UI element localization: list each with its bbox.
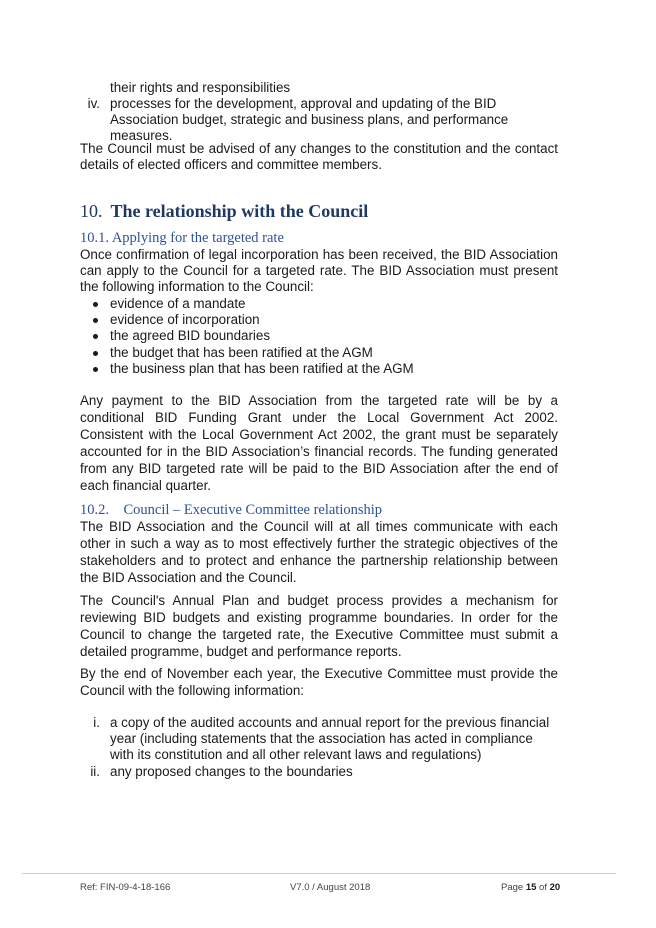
section-number: 10.: [80, 201, 103, 221]
paragraph-applying: Once confirmation of legal incorporation has been received, the BID Association can apply to the Council for a targeted rate. The BID Association must present the following information to the Council:: [80, 247, 558, 295]
november-roman-list: [80, 715, 558, 780]
list-item: [80, 764, 558, 780]
page-label: Page: [501, 882, 526, 893]
section-heading: [80, 203, 558, 219]
list-continuation: their rights and responsibilities: [110, 80, 291, 95]
subsection-heading-10-1: 10.1. Applying for the targeted rate: [80, 230, 284, 246]
paragraph-payment: Any payment to the BID Association from the targeted rate will be by a conditional BID Funding Grant under the Local Government Act 2002. Consistent with the Local Government Act 2002, the grant must be separately accounted for in the BID Association’s financial records. The funding generated from any BID targeted rate will be paid to the BID Association after the end of each financial quarter.: [80, 393, 558, 493]
bullet-icon: [93, 367, 98, 372]
list-item-number: i.: [93, 715, 100, 730]
list-item-number: iv.: [87, 96, 100, 111]
bullet-icon: [93, 318, 98, 323]
footer-page-number: [501, 880, 560, 896]
bullet-text: the agreed BID boundaries: [110, 328, 271, 344]
intro-roman-list: [80, 96, 558, 145]
list-item: [92, 328, 558, 344]
paragraph-constitution: The Council must be advised of any changes to the constitution and the contact details of elected officers and committee members.: [80, 141, 558, 173]
bullet-text: evidence of a mandate: [110, 296, 246, 311]
bullet-icon: [93, 351, 98, 356]
footer-divider: [22, 873, 616, 874]
bullet-icon: [93, 302, 98, 307]
section-title: The relationship with the Council: [110, 201, 369, 221]
subsection-heading-10-2: 10.2. Council – Executive Committee relationship: [80, 502, 383, 518]
list-item: [92, 345, 558, 361]
paragraph-relationship: The BID Association and the Council will at all times communicate with each other in such a way as to most effectively further the strategic objectives of the stakeholders and to protect and enhance the partnership relationship between the BID Association and the Council.: [80, 519, 558, 585]
requirements-bullet-list: [92, 296, 558, 377]
bullet-text: evidence of incorporation: [110, 312, 260, 328]
list-item-text: a copy of the audited accounts and annual report for the previous financial year (including statements that the association has acted in compliance with its constitution and all other relevant laws and regulations): [110, 715, 550, 763]
page-current: 15: [525, 882, 537, 893]
list-item: [80, 96, 558, 145]
list-item: [80, 715, 558, 764]
paragraph-annual-plan: The Council's Annual Plan and budget process provides a mechanism for reviewing BID budgets and existing programme boundaries. In order for the Council to change the targeted rate, the Executive Committee must submit a detailed programme, budget and performance reports.: [80, 593, 558, 659]
list-item: [92, 312, 558, 328]
bullet-text: the budget that has been ratified at the AGM: [110, 344, 373, 360]
list-item-text: processes for the development, approval and updating of the BID Association budget, strategic and business plans, and performance measures.: [110, 96, 509, 144]
paragraph-november: By the end of November each year, the Executive Committee must provide the Council with the following information:: [80, 666, 558, 698]
bullet-text: the business plan that has been ratified at the AGM: [110, 360, 414, 376]
footer-reference: Ref: FIN-09-4-18-166: [80, 882, 171, 893]
page-total: 20: [549, 882, 561, 893]
list-item: [92, 296, 558, 312]
list-item-text: any proposed changes to the boundaries: [110, 763, 353, 779]
footer-version: V7.0 / August 2018: [290, 882, 371, 893]
list-item: [92, 361, 558, 377]
page-of-label: of: [536, 882, 550, 893]
bullet-icon: [93, 334, 98, 339]
list-item-number: ii.: [90, 763, 100, 779]
